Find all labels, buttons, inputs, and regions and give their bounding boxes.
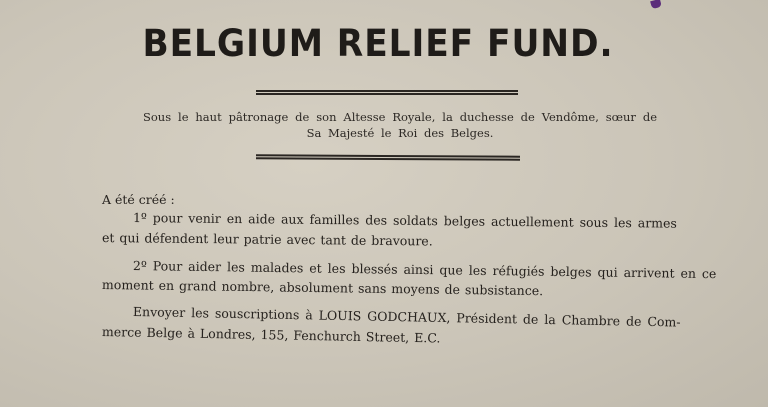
body-line: et qui défendent leur patrie avec tant de bravoure. [101, 230, 433, 249]
double-rule-bottom [256, 154, 520, 160]
double-rule-top [256, 90, 518, 95]
intro-line: A été créé : [102, 192, 175, 207]
body-line: moment en grand nombre, absolument sans moyens de subsistance. [101, 277, 544, 299]
document-title: BELGIUM RELIEF FUND. [142, 22, 614, 65]
body-line: Envoyer les souscriptions à LOUIS GODCHAUX, Président de la Chambre de Com- [132, 304, 681, 330]
body-line: 1º pour venir en aide aux familles des soldats belges actuellement sous les armes [132, 210, 677, 231]
ink-stain [650, 0, 662, 9]
patronage-paragraph: Sous le haut pâtronage de son Altesse Royale, la duchesse de Vendôme, sœur de Sa Majesté le Roi des Belges. [143, 110, 657, 140]
body-line: 2º Pour aider les malades et les blessés ainsi que les réfugiés belges qui arrivent en ce [132, 258, 717, 282]
body-line: merce Belge à Londres, 155, Fenchurch Street, E.C. [101, 324, 441, 346]
